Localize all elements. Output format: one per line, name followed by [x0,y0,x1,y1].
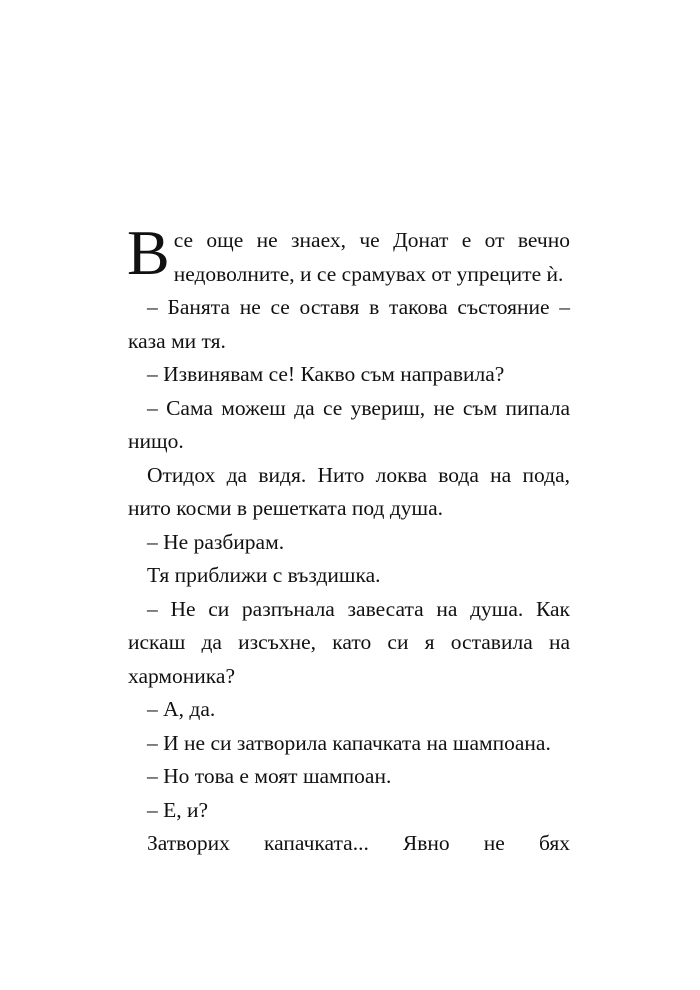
paragraph-text: се още не знаех, че Донат е от вечно недоволните, и се срамувах от упреците ѝ. [173,228,570,286]
paragraph-12 [128,794,570,828]
paragraph-text: – И не си затворила капачката на шампоана. [147,730,551,755]
paragraph-text: – Сама можеш да се увериш, не съм пипала нищо. [128,395,570,453]
paragraph-text: – Извинявам се! Какво съм направила? [147,362,505,386]
paragraph-text: Затворих капачката... Явно не бях [147,831,570,855]
drop-cap: В [127,217,170,288]
paragraph-13 [128,827,570,861]
paragraph-3 [128,358,570,392]
paragraph-9 [128,693,570,727]
paragraph-1 [127,217,570,291]
paragraph-7 [128,559,570,593]
paragraph-text: – Банята не се оставя в такова състояние – каза ми тя. [128,295,570,353]
paragraph-6 [128,526,570,560]
paragraph-text: – Не разбирам. [147,529,285,554]
paragraph-text: Отидох да видя. Нито локва вода на пода, нито косми в решетката под душа. [128,462,570,520]
paragraph-10 [128,727,570,761]
paragraph-text: – А, да. [147,697,216,721]
paragraph-11 [128,760,570,794]
paragraph-2 [128,291,570,358]
paragraph-5 [128,459,570,526]
paragraph-text: Тя приближи с въздишка. [147,563,381,587]
paragraph-text: – Е, и? [147,797,209,822]
paragraph-text: – Не си разпънала завесата на душа. Как искаш да изсъхне, като си я оставила на хармоника? [128,596,570,688]
paragraph-4 [128,392,570,459]
paragraph-8 [128,593,570,694]
paragraph-text: – Но това е моят шампоан. [147,764,392,788]
page-text [127,217,570,861]
